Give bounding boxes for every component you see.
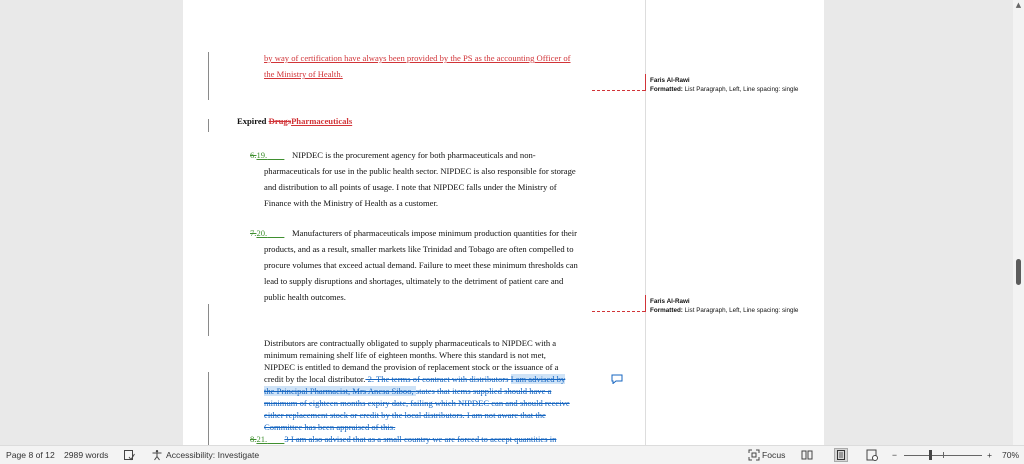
section-heading[interactable] <box>237 116 352 126</box>
paragraph-text: NIPDEC is entitled to demand the provision of replacement stock or the issuance of a <box>264 362 559 372</box>
balloon-label: Formatted: <box>650 307 683 314</box>
number-inserted: 20. <box>256 228 268 238</box>
change-bar <box>208 52 209 100</box>
balloon-label: Formatted: <box>650 86 683 93</box>
web-layout-icon[interactable] <box>866 449 878 461</box>
change-bar <box>208 119 209 132</box>
balloon-marker <box>645 295 646 312</box>
focus-icon[interactable] <box>748 449 760 461</box>
deleted-text-highlighted: I am advised by <box>510 374 566 384</box>
accessibility-icon[interactable] <box>151 449 163 461</box>
deleted-text: states that items supplied should have a <box>415 386 552 396</box>
number-inserted: 19. <box>256 150 268 160</box>
paragraph-text: Distributors are contractually obligated to supply pharmaceuticals to NIPDEC with a <box>264 338 557 348</box>
paragraph-number <box>250 225 284 241</box>
change-bar <box>208 304 209 336</box>
number-deleted: 7. <box>250 228 257 238</box>
balloon-connector <box>592 311 645 312</box>
comment-icon[interactable] <box>611 374 623 384</box>
zoom-100-tick <box>943 452 944 458</box>
paragraph-line[interactable] <box>264 409 546 421</box>
paragraph-line[interactable] <box>264 241 591 257</box>
deleted-text: 2. The terms of contract with distributors <box>365 374 511 384</box>
read-mode-icon[interactable] <box>801 449 813 461</box>
inserted-text: by way of certification have always been provided by the PS as the accounting Officer of <box>264 53 571 63</box>
paragraph-line[interactable] <box>264 273 591 289</box>
scroll-up-icon[interactable]: ▲ <box>1015 1 1022 9</box>
paragraph-text: products, and as a result, smaller markets like Trinidad and Tobago are often compelled to <box>264 244 574 254</box>
balloon-marker <box>645 74 646 91</box>
number-deleted: 6. <box>250 150 257 160</box>
number-deleted: 8. <box>250 434 257 444</box>
heading-deleted: Drugs <box>268 116 292 126</box>
format-balloon[interactable] <box>650 76 798 94</box>
paragraph-text: pharmaceuticals for use in the public health sector. NIPDEC is also responsible for storage <box>264 166 576 176</box>
balloon-detail: List Paragraph, Left, Line spacing: single <box>684 86 799 93</box>
paragraph-line[interactable] <box>264 349 546 361</box>
paragraph-line[interactable] <box>292 147 591 163</box>
paragraph-line[interactable] <box>264 361 559 373</box>
inserted-paragraph-line[interactable] <box>264 66 343 82</box>
paragraph-line[interactable] <box>250 433 591 445</box>
paragraph-number <box>250 147 284 163</box>
paragraph-text: credit by the local distributor. <box>264 374 366 384</box>
balloon-detail: List Paragraph, Left, Line spacing: single <box>684 307 799 314</box>
paragraph-line[interactable] <box>264 421 395 433</box>
paragraph-line[interactable] <box>264 397 570 409</box>
deleted-text: minimum of eighteen months expiry date, failing which NIPDEC can and should receive <box>264 398 570 408</box>
heading-inserted: Pharmaceuticals <box>291 116 353 126</box>
word-count[interactable]: 2989 words <box>64 450 109 460</box>
paragraph-text: procure volumes that exceed actual demand. Failure to meet these minimum thresholds can <box>264 260 578 270</box>
balloon-author: Faris Al-Rawi <box>650 77 690 84</box>
paragraph-line[interactable] <box>264 337 556 349</box>
paragraph-text: and distribution to all points of usage. I note that NIPDEC falls under the Ministry of <box>264 182 557 192</box>
paragraph-text: Finance with the Ministry of Health as a customer. <box>264 198 438 208</box>
paragraph-line[interactable] <box>264 289 346 305</box>
paragraph-text: Manufacturers of pharmaceuticals impose minimum production quantities for their <box>292 228 577 238</box>
zoom-in-button[interactable]: + <box>987 450 993 460</box>
inserted-text: the Ministry of Health. <box>264 69 343 79</box>
paragraph-line[interactable] <box>264 163 591 179</box>
paragraph-text: lead to supply disruptions and shortages, ultimately to the detriment of patient care and <box>264 276 564 286</box>
focus-button[interactable]: Focus <box>762 450 786 460</box>
format-balloon[interactable] <box>650 297 798 315</box>
zoom-level[interactable]: 70% <box>1002 450 1020 460</box>
paragraph-line[interactable] <box>264 385 551 397</box>
paragraph-line[interactable] <box>292 225 591 241</box>
deleted-text: 3 I am also advised that as a small country we are forced to accept quantities in <box>284 434 557 444</box>
change-bar <box>208 372 209 445</box>
status-bar <box>0 445 1024 464</box>
proofing-icon[interactable] <box>123 449 135 461</box>
paragraph-line[interactable] <box>264 257 591 273</box>
vertical-scrollbar[interactable] <box>1013 0 1024 445</box>
scrollbar-thumb[interactable] <box>1016 259 1021 285</box>
paragraph-line[interactable] <box>264 195 438 211</box>
balloon-connector <box>592 90 645 91</box>
deleted-text-highlighted: the Principal Pharmacist, Mrs Anesa Siboo, <box>264 386 416 396</box>
zoom-out-button[interactable]: − <box>892 450 898 460</box>
page-count[interactable]: Page 8 of 12 <box>6 450 55 460</box>
number-inserted: 21. <box>256 434 268 444</box>
paragraph-text: public health outcomes. <box>264 292 346 302</box>
print-layout-icon[interactable] <box>834 448 848 462</box>
inserted-paragraph[interactable] <box>264 50 591 66</box>
markup-pane <box>645 0 824 445</box>
deleted-text: either replacement stock or credit by the local distributors. I am not aware that the <box>264 410 546 420</box>
zoom-slider-thumb[interactable] <box>929 450 932 460</box>
heading-text: Expired <box>237 116 269 126</box>
balloon-author: Faris Al-Rawi <box>650 298 690 305</box>
deleted-text: Committee has been appraised of this. <box>264 422 396 432</box>
paragraph-text: minimum remaining shelf life of eighteen months. Where this standard is not met, <box>264 350 546 360</box>
paragraph-text: NIPDEC is the procurement agency for both pharmaceuticals and non- <box>292 150 536 160</box>
paragraph-line[interactable] <box>264 373 565 385</box>
accessibility-status[interactable]: Accessibility: Investigate <box>166 450 260 460</box>
paragraph-line[interactable] <box>264 179 591 195</box>
